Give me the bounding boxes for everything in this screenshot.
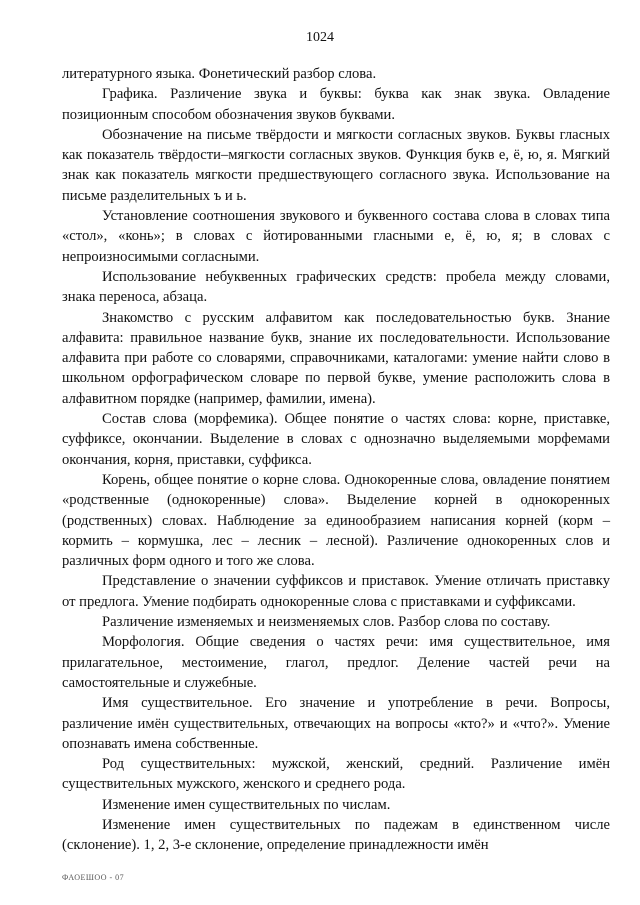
- page-number: 1024: [306, 30, 334, 45]
- paragraph: Корень, общее понятие о корне слова. Однокоренные слова, овладение понятием «родственные (однокоренные) слова». Выделение корней в однокоренных (родственных) словах. Наблюдение за единообразием написания корней (корм – кормить – кормушка, лес – лесник – лесной). Различение однокоренных слов и различных форм одного и того же слова.: [62, 471, 610, 570]
- footer-code: ФАОЕШОО - 07: [62, 873, 125, 882]
- paragraph: Имя существительное. Его значение и употребление в речи. Вопросы, различение имён существительных, отвечающих на вопросы «кто?» и «что?». Умение опознавать имена собственные.: [62, 695, 610, 752]
- paragraph: Различение изменяемых и неизменяемых слов. Разбор слова по составу.: [102, 614, 551, 631]
- document-body: [62, 64, 610, 856]
- paragraph: Состав слова (морфемика). Общее понятие о частях слова: корне, приставке, суффиксе, окончании. Выделение в словах с однозначно выделяемыми морфемами окончания, корня, приставки, суффикса.: [62, 411, 610, 468]
- paragraph: Знакомство с русским алфавитом как последовательностью букв. Знание алфавита: правильное название букв, знание их последовательности. Использование алфавита при работе со словарями, справочниками, каталогами: умение найти слово в школьном орфографическом словаре по первой букве, умение расположить слова в алфавитном порядке (например, фамилии, имена).: [62, 309, 610, 407]
- paragraph: Графика. Различение звука и буквы: буква как знак звука. Овладение позиционным способом обозначения звуков буквами.: [62, 86, 610, 123]
- paragraph: Представление о значении суффиксов и приставок. Умение отличать приставку от предлога. Умение подбирать однокоренные слова с приставками и суффиксами.: [62, 573, 610, 610]
- paragraph: Род существительных: мужской, женский, средний. Различение имён существительных мужского, женского и среднего рода.: [62, 756, 610, 793]
- paragraph: Установление соотношения звукового и буквенного состава слова в словах типа «стол», «конь»; в словах с йотированными гласными е, ё, ю, я; в словах с непроизносимыми согласными.: [62, 208, 610, 265]
- paragraph: Морфология. Общие сведения о частях речи: имя существительное, имя прилагательное, местоимение, глагол, предлог. Деление частей речи на самостоятельные и служебные.: [62, 634, 610, 691]
- paragraph: Использование небуквенных графических средств: пробела между словами, знака переноса, абзаца.: [62, 268, 610, 306]
- paragraph: Изменение имен существительных по падежам в единственном числе (склонение). 1, 2, 3-е склонение, определение принадлежности имён: [62, 816, 610, 854]
- paragraph: Обозначение на письме твёрдости и мягкости согласных звуков. Буквы гласных как показатель твёрдости–мягкости согласных звуков. Функция букв е, ё, ю, я. Мягкий знак как показатель мягкости предшествующего согласного звука. Использование на письме разделительных ъ и ь.: [62, 126, 610, 204]
- paragraph-continuation: литературного языка. Фонетический разбор слова.: [62, 66, 377, 82]
- paragraph: Изменение имен существительных по числам.: [102, 796, 391, 813]
